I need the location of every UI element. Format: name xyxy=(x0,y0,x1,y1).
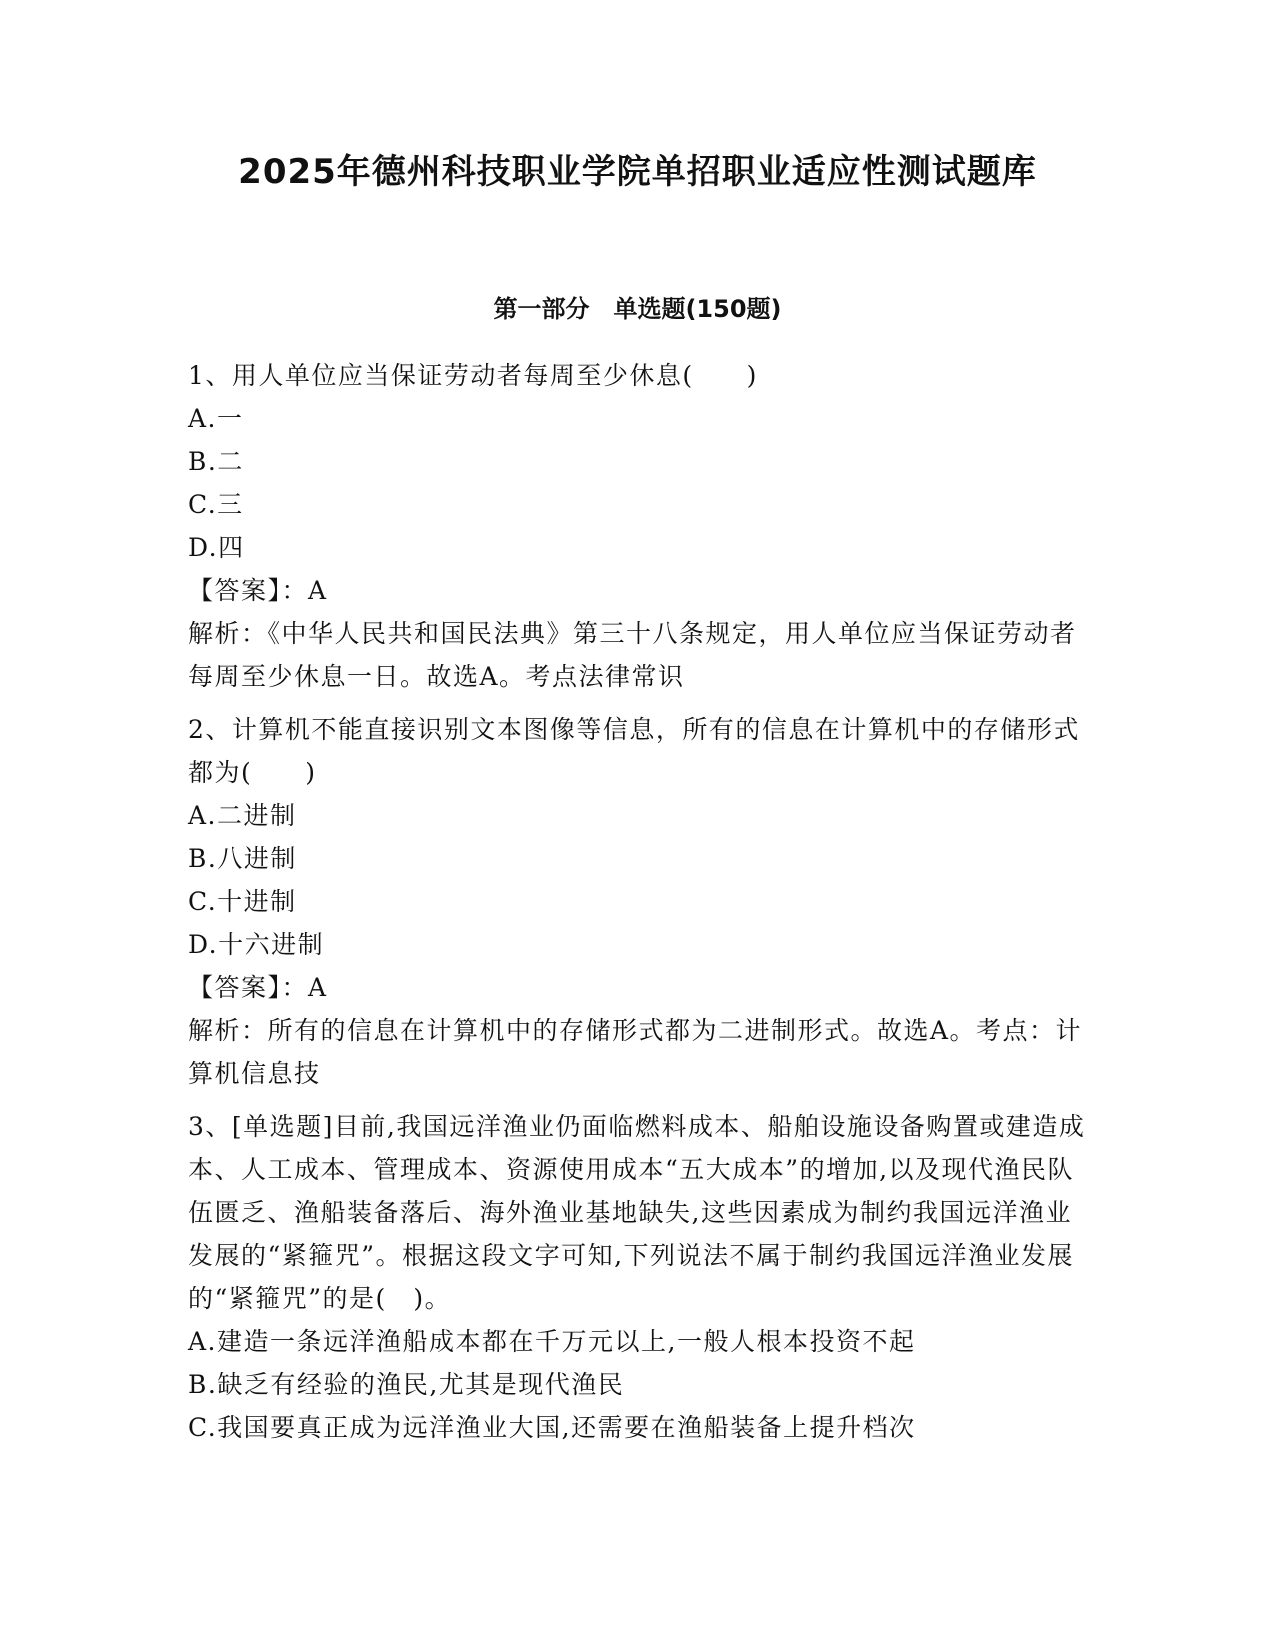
question-2 xyxy=(188,708,1088,1095)
option-b: B.二 xyxy=(188,447,244,476)
question-list xyxy=(188,354,1088,1459)
option-b: B.缺乏有经验的渔民,尤其是现代渔民 xyxy=(188,1370,625,1399)
question-1 xyxy=(188,354,1088,698)
question-stem: 3、[单选题]目前,我国远洋渔业仍面临燃料成本、船舶设施设备购置或建造成本、人工成本、管理成本、资源使用成本“五大成本”的增加,以及现代渔民队伍匮乏、渔船装备落后、海外渔业基地缺失,这些因素成为制约我国远洋渔业发展的“紧箍咒”。根据这段文字可知,下列说法不属于制约我国远洋渔业发展的“紧箍咒”的是( )。 xyxy=(188,1112,1086,1313)
option-c: C.十进制 xyxy=(188,887,297,916)
section-heading: 第一部分 单选题(150题) xyxy=(493,295,782,323)
document-title: 2025年德州科技职业学院单招职业适应性测试题库 xyxy=(238,152,1037,192)
option-a: A.一 xyxy=(188,404,244,433)
option-a: A.二进制 xyxy=(188,801,297,830)
question-3 xyxy=(188,1105,1088,1449)
option-d: D.四 xyxy=(188,533,245,562)
analysis-text: 解析：所有的信息在计算机中的存储形式都为二进制形式。故选A。考点：计算机信息技 xyxy=(188,1016,1083,1088)
answer-line: 【答案】：A xyxy=(188,973,328,1002)
option-c: C.我国要真正成为远洋渔业大国,还需要在渔船装备上提升档次 xyxy=(188,1413,916,1442)
option-c: C.三 xyxy=(188,490,244,519)
analysis-text: 解析：《中华人民共和国民法典》第三十八条规定，用人单位应当保证劳动者每周至少休息一日。故选A。考点法律常识 xyxy=(188,619,1077,691)
option-a: A.建造一条远洋渔船成本都在千万元以上,一般人根本投资不起 xyxy=(188,1327,916,1356)
question-stem: 2、计算机不能直接识别文本图像等信息，所有的信息在计算机中的存储形式都为( ) xyxy=(188,715,1080,787)
question-stem: 1、用人单位应当保证劳动者每周至少休息( ) xyxy=(188,361,758,390)
answer-line: 【答案】：A xyxy=(188,576,328,605)
option-b: B.八进制 xyxy=(188,844,297,873)
option-d: D.十六进制 xyxy=(188,930,325,959)
